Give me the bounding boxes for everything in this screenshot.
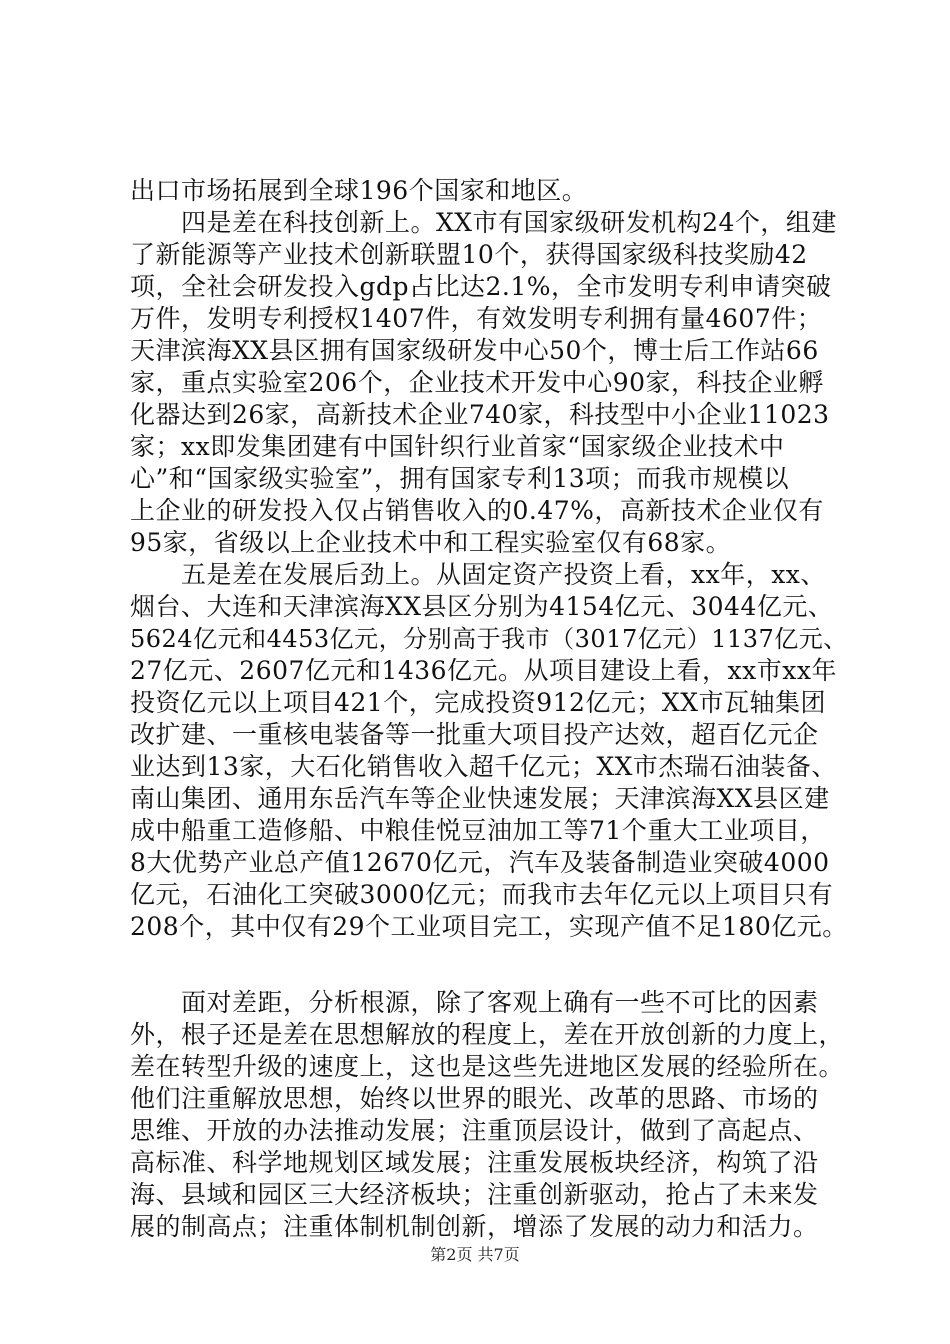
text-line: 家；xx即发集团建有中国针织行业首家“国家级企业技术中 [130,432,785,461]
text-line: 27亿元、2607亿元和1436亿元。从项目建设上看，xx市xx年 [130,656,837,685]
text-line: 改扩建、一重核电装备等一批重大项目投产达效，超百亿元企 [130,720,819,749]
text-line: 展的制高点；注重体制机制创新，增添了发展的动力和活力。 [130,1212,819,1241]
text-line: 心”和“国家级实验室”，拥有国家专利13项；而我市规模以 [130,464,790,493]
text-line: 上企业的研发投入仅占销售收入的0.47%，高新技术企业仅有 [130,496,824,525]
text-line: 面对差距，分析根源，除了客观上确有一些不可比的因素 [130,988,819,1017]
text-line: 5624亿元和4453亿元，分别高于我市（3017亿元）1137亿元、 [130,625,848,653]
text-line: 天津滨海XX县区拥有国家级研发中心50个，博士后工作站66 [130,336,819,365]
text-line: 95家，省级以上企业技术中和工程实验室仅有68家。 [130,528,732,557]
text-line: 外，根子还是差在思想解放的程度上，差在开放创新的力度上， [130,1020,845,1049]
text-line: 成中船重工造修船、中粮佳悦豆油加工等71个重大工业项目， [130,816,826,845]
text-line: 海、县域和园区三大经济板块；注重创新驱动，抢占了未来发 [130,1180,819,1209]
text-line: 化器达到26家，高新技术企业740家，科技型中小企业11023 [130,400,830,429]
text-line: 烟台、大连和天津滨海XX县区分别为4154亿元、3044亿元、 [130,592,834,621]
text-line: 了新能源等产业技术创新联盟10个，获得国家级科技奖励42 [130,240,808,269]
text-line: 南山集团、通用东岳汽车等企业快速发展；天津滨海XX县区建 [130,784,830,813]
text-line: 出口市场拓展到全球196个国家和地区。 [130,176,588,205]
text-line: 亿元，石油化工突破3000亿元；而我市去年亿元以上项目只有 [130,880,834,909]
text-line: 五是差在发展后劲上。从固定资产投资上看，xx年，xx、 [130,560,826,589]
text-line: 四是差在科技创新上。XX市有国家级研发机构24个，组建 [130,208,837,237]
text-line: 业达到13家，大石化销售收入超千亿元；XX市杰瑞石油装备、 [130,752,837,781]
text-line: 高标准、科学地规划区域发展；注重发展板块经济，构筑了沿 [130,1148,819,1177]
text-line: 项，全社会研发投入gdp占比达2.1%，全市发明专利申请突破 [130,272,832,301]
text-line: 8大优势产业总产值12670亿元，汽车及装备制造业突破4000 [130,848,830,877]
text-line: 差在转型升级的速度上，这也是这些先进地区发展的经验所在。 [130,1052,845,1081]
text-line: 208个，其中仅有29个工业项目完工，实现产值不足180亿元。 [130,912,848,941]
page-number: 第2页 共7页 [430,1245,520,1264]
text-line: 家，重点实验室206个，企业技术开发中心90家，科技企业孵 [130,368,825,397]
text-line: 他们注重解放思想，始终以世界的眼光、改革的思路、市场的 [130,1084,819,1113]
text-line: 思维、开放的办法推动发展；注重顶层设计，做到了高起点、 [130,1116,819,1145]
text-line: 投资亿元以上项目421个，完成投资912亿元；XX市瓦轴集团 [130,688,827,717]
text-line: 万件，发明专利授权1407件，有效发明专利拥有量4607件； [130,304,823,333]
